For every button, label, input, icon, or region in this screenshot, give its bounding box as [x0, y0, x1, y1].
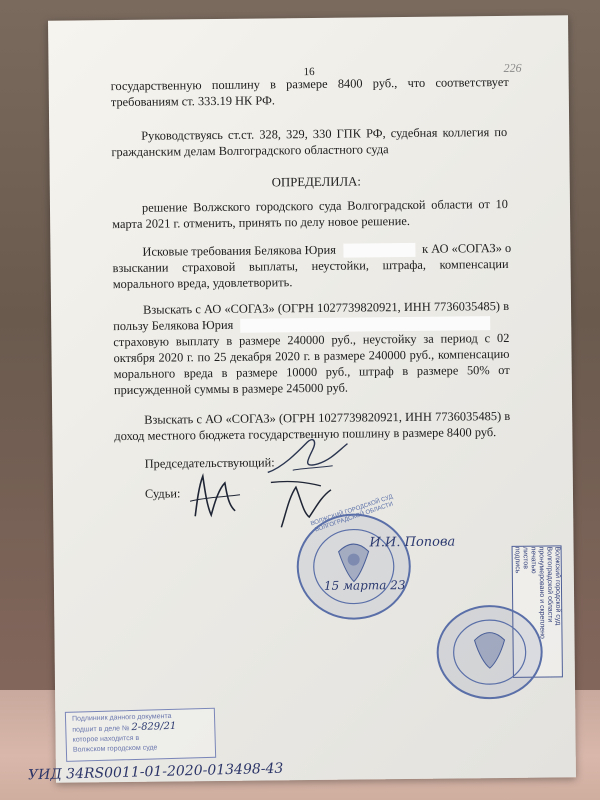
- stamp-line: Волжском городском суде: [72, 744, 158, 754]
- paragraph-line: гражданским делам Волгоградского областного суда: [111, 142, 389, 160]
- paragraph-line: требованиям ст. 333.19 НК РФ.: [110, 93, 276, 110]
- paragraph-fragment: пользу Белякова Юрия: [113, 317, 234, 334]
- stamp-line: подпись: [513, 546, 521, 574]
- page-number: 16: [303, 65, 315, 79]
- paragraph-line: марта 2021 г. отменить, принять по делу новое решение.: [112, 213, 411, 232]
- paragraph-line: Руководствуясь ст.ст. 328, 329, 330 ГПК РФ, судебная коллегия по: [141, 124, 508, 143]
- stamp-line: Подлинник данного документа: [71, 712, 172, 723]
- stamp-ring-text: ВОЛЖСКИЙ ГОРОДСКОЙ СУД ВОЛГОГРАДСКОЙ ОБЛАСТИ: [310, 494, 394, 534]
- paragraph-line: Взыскать с АО «СОГАЗ» (ОГРН 1027739820921, ИНН 7736035485) в: [142, 298, 510, 317]
- paragraph-line: доход местного бюджета государственную пошлину в размере 8400 руб.: [114, 425, 497, 444]
- signature-judge-1: [185, 471, 246, 522]
- stamp-line: печатью: [529, 546, 537, 574]
- paragraph-fragment: Исковые требования Белякова Юрия: [142, 242, 336, 259]
- stamp-line: листов: [521, 546, 529, 570]
- judges-label: Судьи:: [144, 486, 181, 501]
- stamp-case-number: 2-829/21: [131, 720, 177, 734]
- stamp-line: которое находится в: [72, 734, 140, 744]
- ruling-heading: ОПРЕДЕЛИЛА:: [271, 174, 362, 190]
- paragraph-line: взыскании страховой выплаты, неустойки, штрафа, компенсации: [112, 256, 509, 276]
- paragraph-line: Взыскать с АО «СОГАЗ» (ОГРН 1027739820921, ИНН 7736035485) в: [144, 408, 511, 427]
- paragraph-line: морального вреда в размере 10000 руб., штраф в размере 50% от: [113, 362, 510, 382]
- redaction-box: [343, 243, 415, 258]
- stamp-handwriting-date: 15 марта 23: [323, 578, 406, 593]
- paragraph-line: присужденной суммы в размере 245000 руб.: [113, 380, 349, 398]
- stamp-line: пронумеровано и скреплено: [537, 546, 546, 639]
- paragraph-line: октября 2020 г. по 25 декабря 2020 г. в размере 240000 руб., компенсацию: [113, 346, 510, 366]
- footer-handwriting: УИД 34RS0011-01-2020-013498-43: [27, 760, 284, 784]
- official-seal: [434, 602, 545, 703]
- stamp-line: Волжский городской суд: [553, 546, 562, 626]
- stamp-line: Волгоградской области: [545, 546, 554, 623]
- paragraph-line: морального вреда, удовлетворить.: [112, 275, 293, 292]
- paragraph-line: государственную пошлину в размере 8400 руб., что соответствует: [110, 74, 509, 94]
- paragraph-fragment: к АО «СОГАЗ» о: [422, 240, 512, 256]
- document-page: [48, 15, 576, 782]
- court-stamp: [293, 494, 414, 622]
- paragraph-line: страховую выплату в размере 240000 руб., неустойку за период с 02: [113, 330, 510, 350]
- paragraph-line: решение Волжского городского суда Волгоградской области от 10: [141, 196, 509, 215]
- presiding-label: Председательствующий:: [144, 455, 275, 471]
- stamp-handwriting-name: И.И. Попова: [369, 534, 456, 551]
- corner-mark: 226: [503, 60, 522, 75]
- archive-stamp: [65, 708, 216, 762]
- stamp-line: подшит в деле № 2-829/21: [72, 720, 177, 734]
